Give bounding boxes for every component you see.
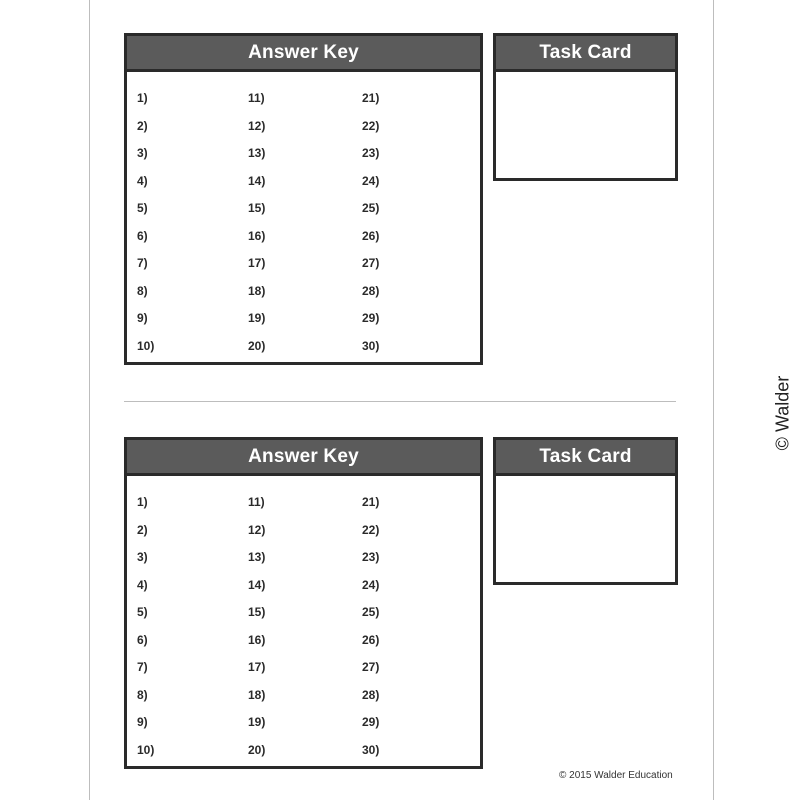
task-card-box [493,33,678,181]
task-card-box [493,437,678,585]
answer-number-label: 8) [137,687,148,702]
answer-number-label: 17) [248,660,266,674]
answer-number-label: 29) [362,715,380,729]
answer-number-label: 27) [362,660,380,674]
answer-number-label: 19) [248,311,266,325]
cut-line-divider [124,401,676,402]
task-card-header [496,440,675,476]
answer-key-header [127,440,480,476]
answer-number-label: 2) [137,118,148,133]
answer-number-label: 3) [137,146,148,160]
answer-number-label: 18) [248,687,266,702]
answer-number-label: 5) [137,605,148,619]
answer-number-label: 10) [137,742,155,757]
answer-number-label: 3) [137,550,148,564]
answer-number-label: 20) [248,338,266,353]
answer-number-label: 13) [248,146,266,160]
answer-number-label: 27) [362,256,380,270]
answer-number-label: 14) [248,577,266,592]
answer-number-label: 20) [248,742,266,757]
answer-number-label: 12) [248,118,266,133]
answer-number-label: 6) [137,632,148,647]
answer-number-label: 11) [248,495,265,509]
answer-number-label: 4) [137,173,148,188]
answer-number-label: 15) [248,605,266,619]
task-card-body [496,476,675,582]
answer-number-label: 22) [362,118,380,133]
answer-key-title: Answer Key [248,445,359,467]
answer-number-label: 25) [362,201,380,215]
answer-number-label: 11) [248,91,265,105]
answer-number-label: 21) [362,91,380,105]
answer-number-label: 9) [137,311,148,325]
side-copyright: © Walder [772,375,793,451]
answer-number-label: 24) [362,173,380,188]
answer-number-label: 2) [137,522,148,537]
answer-number-label: 29) [362,311,380,325]
answer-number-label: 12) [248,522,266,537]
answer-number-label: 30) [362,742,380,757]
answer-number-label: 30) [362,338,380,353]
answer-number-label: 9) [137,715,148,729]
answer-number-label: 16) [248,632,266,647]
answer-number-label: 8) [137,283,148,298]
task-card-title: Task Card [539,41,632,63]
answer-number-label: 1) [137,495,148,509]
answer-key-box [124,437,483,769]
answer-key-header [127,36,480,72]
answer-number-label: 14) [248,173,266,188]
answer-number-label: 16) [248,228,266,243]
answer-number-label: 19) [248,715,266,729]
answer-number-label: 24) [362,577,380,592]
answer-number-label: 17) [248,256,266,270]
answer-number-label: 28) [362,687,380,702]
answer-number-label: 7) [137,660,148,674]
answer-number-grid [127,476,480,766]
task-card-body [496,72,675,178]
answer-number-label: 10) [137,338,155,353]
answer-number-label: 21) [362,495,380,509]
answer-number-label: 4) [137,577,148,592]
answer-number-label: 18) [248,283,266,298]
answer-number-label: 22) [362,522,380,537]
answer-number-grid [127,72,480,362]
answer-number-label: 15) [248,201,266,215]
answer-number-label: 7) [137,256,148,270]
answer-number-label: 5) [137,201,148,215]
page-border-right [713,0,714,800]
answer-number-label: 23) [362,146,380,160]
answer-number-label: 26) [362,228,380,243]
task-card-header [496,36,675,72]
answer-number-label: 26) [362,632,380,647]
answer-number-label: 6) [137,228,148,243]
answer-number-label: 13) [248,550,266,564]
page-border-left [89,0,90,800]
task-card-title: Task Card [539,445,632,467]
answer-number-label: 28) [362,283,380,298]
answer-key-box [124,33,483,365]
answer-number-label: 23) [362,550,380,564]
footer-copyright: © 2015 Walder Education [559,770,673,781]
answer-number-label: 1) [137,91,148,105]
answer-number-label: 25) [362,605,380,619]
answer-key-title: Answer Key [248,41,359,63]
